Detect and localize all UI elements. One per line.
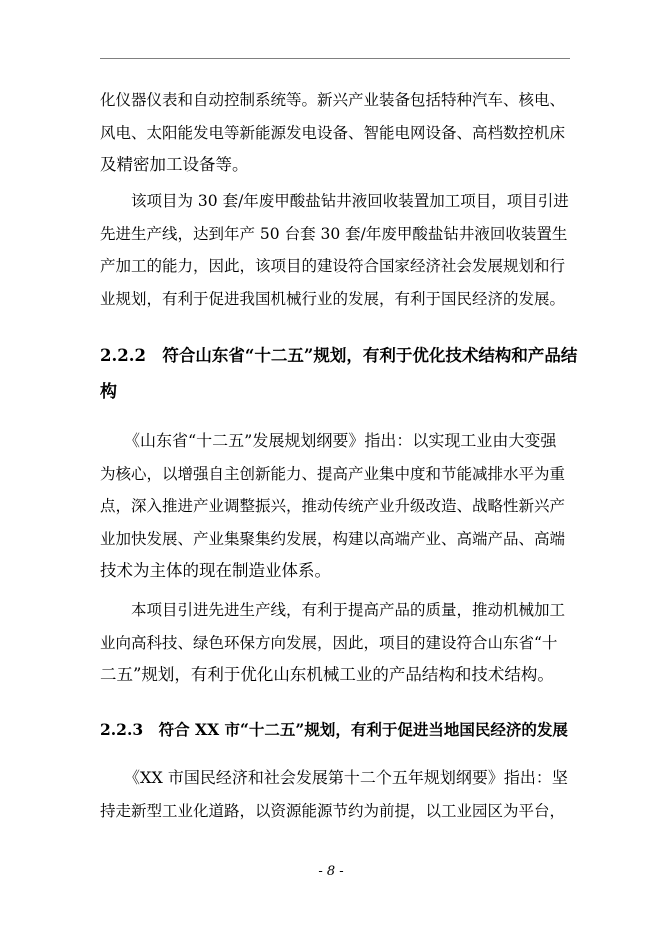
paragraph-4-line-2: 业向高科技、绿色环保方向发展，因此，项目的建设符合山东省“十	[100, 633, 558, 652]
paragraph-1-line-2: 风电、太阳能发电等新能源发电设备、智能电网设备、高档数控机床	[100, 123, 566, 142]
section-heading-2-2-2	[100, 338, 580, 410]
paragraph-4	[100, 594, 570, 692]
paragraph-5-line-2: 持走新型工业化道路，以资源能源节约为前提，以工业园区为平台，	[100, 801, 566, 820]
paragraph-1-line-3: 及精密加工设备等。	[100, 155, 249, 174]
paragraph-3-line-5: 技术为主体的现在制造业体系。	[100, 561, 331, 580]
section-heading-2-2-3	[100, 712, 580, 748]
heading-2-line-1: 2.2.3 符合 XX 市“十二五”规划，有利于促进当地国民经济的发展	[100, 720, 568, 739]
paragraph-4-line-3: 二五”规划，有利于优化山东机械工业的产品结构和技术结构。	[100, 665, 554, 684]
paragraph-3-line-3: 点，深入推进产业调整振兴，推动传统产业升级改造、战略性新兴产	[100, 497, 566, 515]
heading-1-line-1: 2.2.2 符合山东省“十二五”规划，有利于优化技术结构和产品结	[100, 346, 578, 365]
header-rule	[100, 58, 570, 59]
paragraph-2-line-3: 产加工的能力，因此，该项目的建设符合国家经济社会发展规划和行	[100, 257, 566, 275]
heading-1-line-2: 构	[100, 382, 117, 402]
paragraph-1	[100, 84, 570, 182]
paragraph-3-line-2: 为核心，以增强自主创新能力、提高产业集中度和节能减排水平为重	[100, 464, 566, 483]
paragraph-2-line-4: 业规划，有利于促进我国机械行业的发展，有利于国民经济的发展。	[100, 289, 566, 308]
paragraph-3	[100, 425, 570, 588]
paragraph-5	[100, 762, 570, 827]
paragraph-1-line-1: 化仪器仪表和自动控制系统等。新兴产业装备包括特种汽车、核电、	[100, 91, 566, 109]
paragraph-3-line-4: 业加快发展、产业集聚集约发展，构建以高端产业、高端产品、高端	[100, 529, 566, 548]
page-number: - 8 -	[318, 864, 344, 879]
paragraph-4-line-1: 本项目引进先进生产线，有利于提高产品的质量，推动机械加工	[100, 601, 566, 619]
paragraph-3-line-1: 《山东省“十二五”发展规划纲要》指出：以实现工业由大变强	[100, 431, 557, 450]
paragraph-2-line-2: 先进生产线，达到年产 50 台套 30 套/年废甲酸盐钻井液回收装置生	[100, 224, 568, 243]
paragraph-2	[100, 185, 570, 315]
paragraph-2-line-1: 该项目为 30 套/年废甲酸盐钻井液回收装置加工项目，项目引进	[100, 192, 569, 210]
paragraph-5-line-1: 《XX 市国民经济和社会发展第十二个五年规划纲要》指出：坚	[100, 768, 568, 787]
